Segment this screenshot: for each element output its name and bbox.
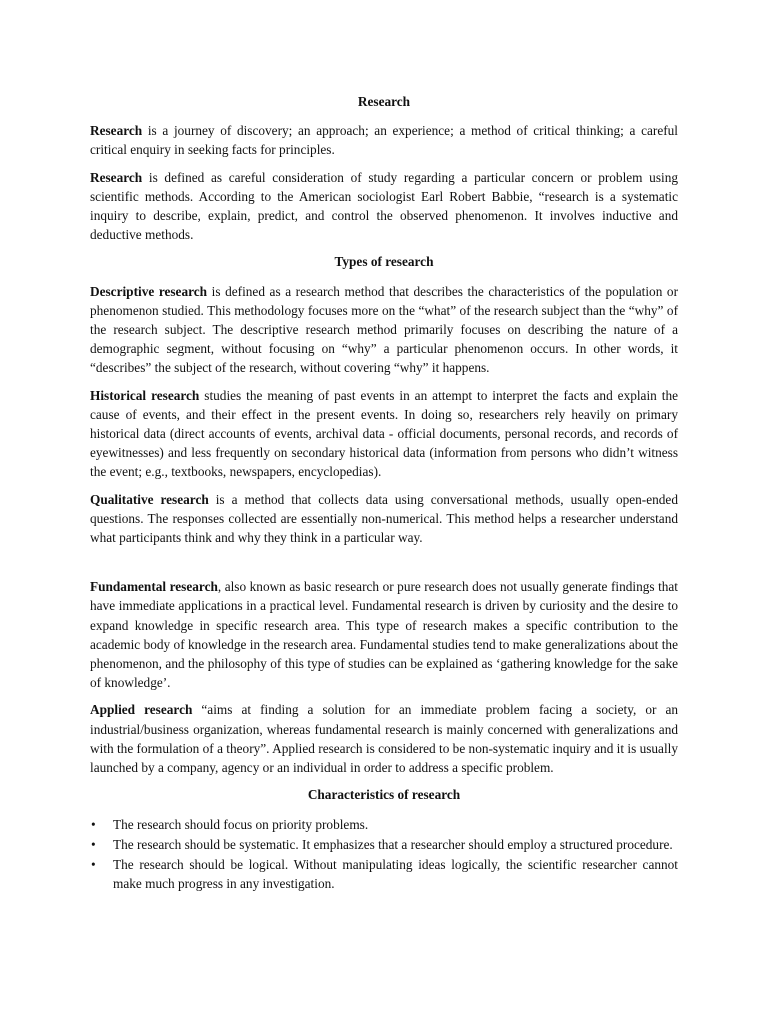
paragraph-text: is a method that collects data using conversational methods, usually open-ended questions. The responses collected are essentially non-numerical. This method helps a researcher understand what participants think and why they think in a particular way. (90, 491, 678, 546)
bullet-icon: • (91, 816, 96, 832)
list-item (90, 835, 678, 854)
term-research: Research (90, 123, 143, 139)
descriptive-research-paragraph (90, 282, 678, 378)
paragraph-text: “aims at finding a solution for an immediate problem facing a society, or an industrial/business organization, whereas fundamental research is mainly concerned with generalizations and with the formulation of a theory”. Applied research is considered to be non-systematic inquiry and it is usually launched by a company, agency or an individual in order to address a specific problem. (90, 702, 678, 776)
applied-research-paragraph (90, 700, 678, 777)
term-applied-research: Applied research (90, 702, 193, 718)
document-page (90, 92, 678, 894)
list-item (90, 815, 678, 834)
intro-paragraph-2 (90, 168, 678, 245)
list-item-text: The research should focus on priority problems. (113, 816, 369, 832)
bullet-icon: • (91, 856, 96, 872)
term-descriptive-research: Descriptive research (90, 283, 208, 299)
list-item-text: The research should be systematic. It emphasizes that a researcher should employ a structured procedure. (113, 836, 673, 852)
document-title: Research (357, 94, 411, 109)
fundamental-research-paragraph (90, 577, 678, 692)
list-item-text: The research should be logical. Without manipulating ideas logically, the scientific researcher cannot make much progress in any investigation. (113, 856, 678, 892)
intro-paragraph-1 (90, 121, 678, 159)
term-research: Research (90, 169, 143, 185)
paragraph-text: is defined as a research method that describes the characteristics of the population or phenomenon studied. This methodology focuses more on the “what” of the research subject than the “why” of the research subject. The descriptive research method primarily focuses on describing the nature of a demographic segment, without focusing on “why” a particular phenomenon occurs. In other words, it “describes” the subject of the research, without covering “why” it happens. (90, 283, 678, 376)
term-fundamental-research: Fundamental research (90, 579, 218, 595)
term-historical-research: Historical research (90, 387, 200, 403)
qualitative-research-paragraph (90, 490, 678, 548)
spacer (90, 555, 678, 577)
paragraph-text: is defined as careful consideration of study regarding a particular concern or problem using scientific methods. According to the American sociologist Earl Robert Babbie, “research is a systematic inquiry to describe, explain, predict, and control the observed phenomenon. It involves inductive and deductive methods. (90, 169, 678, 243)
list-item (90, 855, 678, 893)
historical-research-paragraph (90, 386, 678, 482)
characteristics-heading: Characteristics of research (307, 787, 461, 803)
paragraph-text: is a journey of discovery; an approach; an experience; a method of critical thinking; a careful critical enquiry in seeking facts for principles. (90, 123, 678, 158)
types-heading: Types of research (334, 254, 434, 270)
paragraph-text: , also known as basic research or pure research does not usually generate findings that have immediate applications in a practical level. Fundamental research is driven by curiosity and the desire to expand knowledge in specific research area. This type of research makes a specific contribution to the academic body of knowledge in the research area. Fundamental studies tend to make generalizations about the phenomenon, and the philosophy of this type of studies can be explained as ‘gathering knowledge for the sake of knowledge’. (90, 579, 679, 691)
characteristics-list (90, 815, 678, 894)
paragraph-text: studies the meaning of past events in an attempt to interpret the facts and explain the cause of events, and their effect in the present events. In doing so, researchers rely heavily on primary historical data (direct accounts of events, archival data - official documents, personal records, and records of eyewitnesses) and less frequently on secondary historical data (information from persons who didn’t witness the event; e.g., textbooks, newspapers, encyclopedias). (90, 387, 678, 480)
term-qualitative-research: Qualitative research (90, 491, 209, 507)
bullet-icon: • (91, 836, 96, 852)
